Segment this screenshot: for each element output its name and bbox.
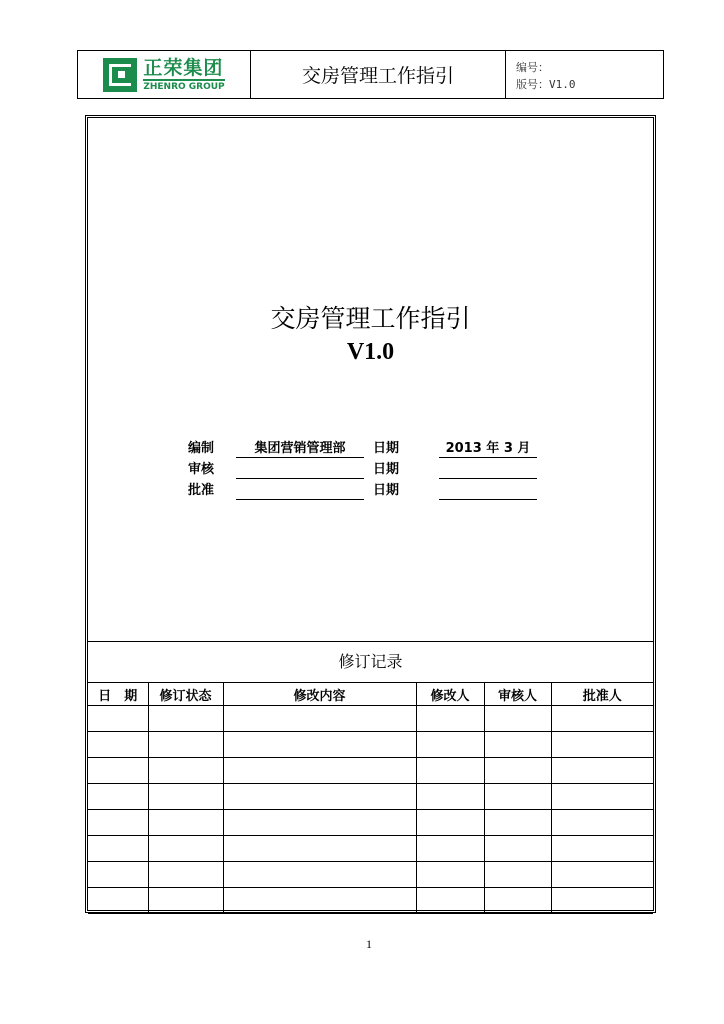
table-cell	[484, 862, 551, 888]
logo-cn: 正荣集团	[143, 56, 224, 79]
table-cell	[551, 888, 653, 914]
signoff-value	[236, 461, 364, 479]
signoff-value: 集团营销管理部	[236, 440, 364, 458]
table-cell	[416, 810, 484, 836]
signoff-block	[188, 440, 568, 503]
cover-title: 交房管理工作指引	[270, 304, 471, 333]
table-cell	[416, 732, 484, 758]
column-header: 审核人	[484, 683, 551, 706]
table-cell	[223, 732, 416, 758]
table-cell	[223, 888, 416, 914]
signoff-value	[236, 482, 364, 500]
table-cell	[223, 706, 416, 732]
table-cell	[484, 732, 551, 758]
cover-box	[85, 115, 656, 913]
table-cell	[223, 758, 416, 784]
revision-title: 修订记录	[88, 641, 653, 682]
table-cell	[223, 836, 416, 862]
version-label: 版号：V1.0	[516, 78, 576, 91]
date-value	[439, 461, 537, 479]
table-cell	[484, 706, 551, 732]
date-label: 日期	[373, 441, 400, 456]
table-cell	[148, 888, 223, 914]
column-header: 修改人	[416, 683, 484, 706]
table-cell	[484, 758, 551, 784]
table-cell	[223, 784, 416, 810]
table-cell	[223, 810, 416, 836]
table-cell	[551, 810, 653, 836]
column-header: 日 期	[88, 683, 148, 706]
table-cell	[484, 888, 551, 914]
signoff-row	[188, 440, 568, 461]
date-label: 日期	[373, 483, 400, 498]
table-cell	[88, 758, 148, 784]
cover-version: V1.0	[346, 339, 395, 365]
table-row	[88, 758, 653, 784]
table-cell	[88, 888, 148, 914]
table-cell	[88, 836, 148, 862]
table-cell	[416, 836, 484, 862]
table-row	[88, 836, 653, 862]
table-cell	[551, 732, 653, 758]
table-cell	[416, 706, 484, 732]
date-value	[439, 482, 537, 500]
table-row	[88, 888, 653, 914]
code-label: 编号：	[516, 61, 549, 74]
header-title: 交房管理工作指引	[251, 51, 506, 98]
table-cell	[416, 758, 484, 784]
table-cell	[88, 732, 148, 758]
revision-record	[88, 641, 653, 914]
table-header-row	[88, 683, 653, 706]
signoff-label: 编制	[188, 441, 215, 456]
table-cell	[551, 862, 653, 888]
table-row	[88, 810, 653, 836]
table-cell	[148, 810, 223, 836]
table-cell	[484, 810, 551, 836]
revision-table	[88, 682, 653, 914]
zhenro-logo	[78, 51, 251, 98]
page-header	[77, 50, 664, 99]
table-cell	[551, 758, 653, 784]
signoff-label: 审核	[188, 462, 215, 477]
page-number: 1	[366, 937, 372, 951]
table-cell	[88, 706, 148, 732]
logo-en: ZHENRO GROUP	[143, 81, 225, 92]
table-cell	[88, 784, 148, 810]
table-cell	[416, 862, 484, 888]
date-value: 2013 年 3 月	[439, 440, 537, 458]
table-cell	[484, 784, 551, 810]
table-cell	[416, 888, 484, 914]
table-row	[88, 706, 653, 732]
logo-mark-icon	[103, 58, 137, 92]
column-header: 修订状态	[148, 683, 223, 706]
header-meta	[506, 51, 663, 98]
table-cell	[148, 836, 223, 862]
signoff-row	[188, 461, 568, 482]
signoff-row	[188, 482, 568, 503]
signoff-label: 批准	[188, 483, 215, 498]
table-row	[88, 732, 653, 758]
column-header: 批准人	[551, 683, 653, 706]
table-cell	[551, 784, 653, 810]
table-cell	[88, 862, 148, 888]
column-header: 修改内容	[223, 683, 416, 706]
table-row	[88, 862, 653, 888]
table-cell	[148, 732, 223, 758]
table-cell	[88, 810, 148, 836]
date-label: 日期	[373, 462, 400, 477]
table-cell	[484, 836, 551, 862]
table-cell	[416, 784, 484, 810]
table-cell	[148, 862, 223, 888]
table-cell	[148, 758, 223, 784]
table-cell	[551, 836, 653, 862]
table-cell	[148, 706, 223, 732]
table-cell	[223, 862, 416, 888]
table-cell	[551, 706, 653, 732]
table-cell	[148, 784, 223, 810]
table-row	[88, 784, 653, 810]
